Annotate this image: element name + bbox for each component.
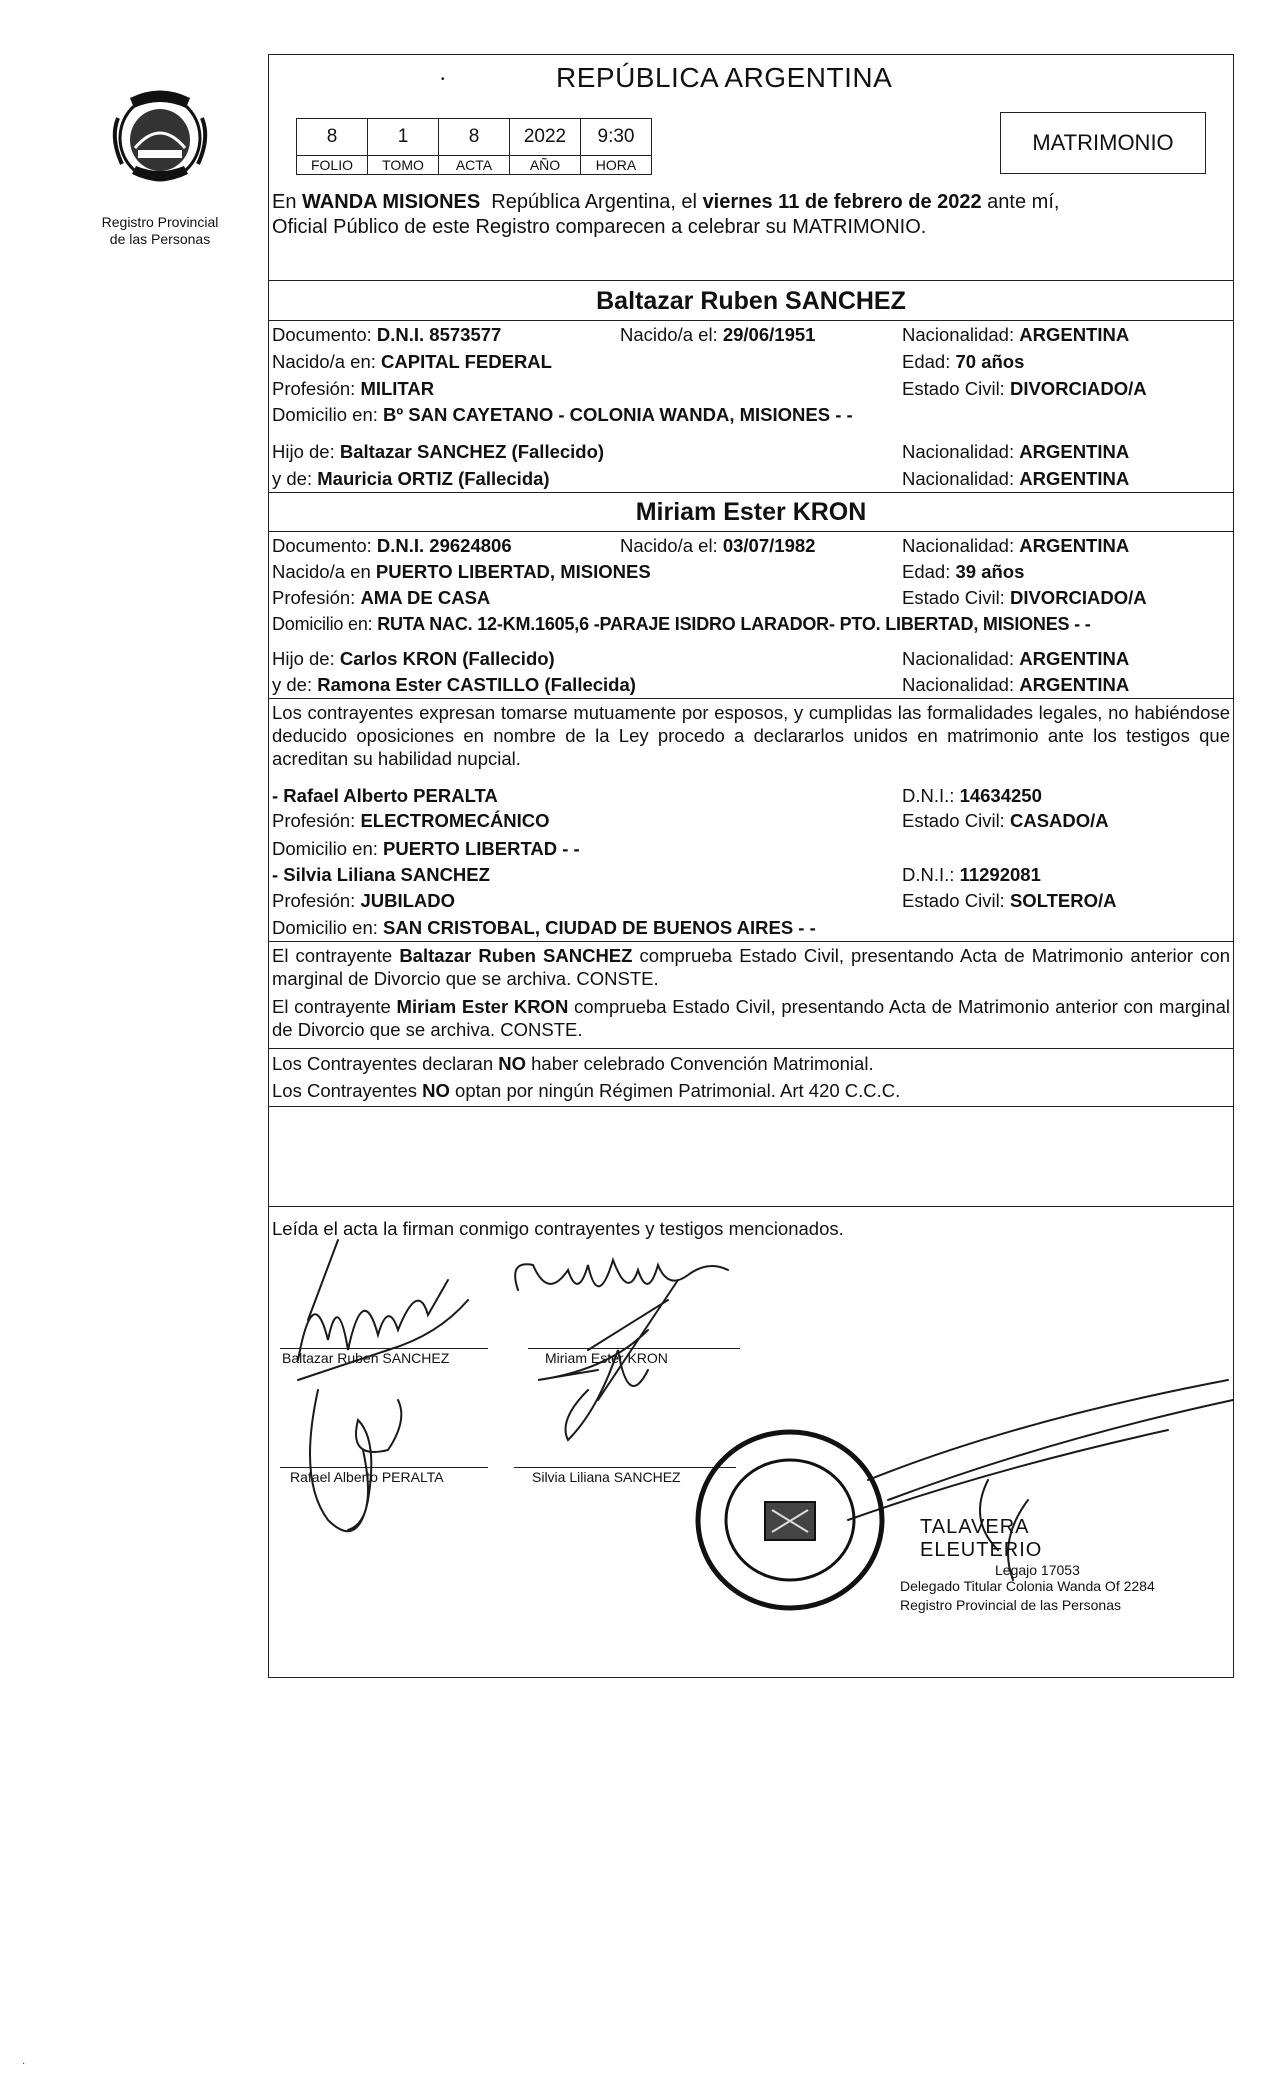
scan-mark: ·: [22, 2058, 26, 2069]
doc-value: D.N.I. 29624806: [376, 535, 512, 556]
note-text: optan por ningún Régimen Patrimonial. Art 420 C.C.C.: [449, 1080, 901, 1101]
addr-label: Domicilio en:: [272, 838, 384, 859]
spouse2-address: [272, 613, 1091, 635]
prof-label: Profesión:: [272, 810, 361, 831]
provincial-seal-icon: [100, 78, 220, 188]
spouse2-birthdate: [620, 535, 815, 557]
age-value: 39 años: [955, 561, 1025, 582]
signature-rafael: [310, 1390, 401, 1531]
civil-label: Estado Civil:: [902, 378, 1010, 399]
nat-value: ARGENTINA: [1019, 674, 1130, 695]
record-fields-table: [296, 118, 652, 175]
divider: [268, 941, 1234, 942]
official-office: Registro Provincial de las Personas: [900, 1597, 1121, 1613]
hora-value: 9:30: [581, 119, 652, 156]
nat-label: Nacionalidad:: [902, 674, 1020, 695]
civil-label: Estado Civil:: [902, 587, 1010, 608]
age-label: Edad:: [902, 561, 956, 582]
note-name: Miriam Ester KRON: [396, 996, 569, 1017]
spouse2-nationality: [902, 535, 1129, 557]
note-3: [272, 1052, 1230, 1075]
addr-value: RUTA NAC. 12-KM.1605,6 -PARAJE ISIDRO LARADOR- PTO. LIBERTAD, MISIONES - -: [377, 614, 1091, 634]
witness2-civil-status: [902, 890, 1117, 912]
note-1: [272, 944, 1230, 990]
intro-paragraph: [272, 190, 1230, 240]
nat-label: Nacionalidad:: [902, 441, 1020, 462]
witness1-dni: [902, 785, 1042, 807]
note-text: El contrayente: [272, 996, 397, 1017]
birthplace-value: PUERTO LIBERTAD, MISIONES: [375, 561, 651, 582]
official-role: Delegado Titular Colonia Wanda Of 2284: [900, 1578, 1155, 1594]
birth-value: 03/07/1982: [722, 535, 816, 556]
age-label: Edad:: [902, 351, 956, 372]
mother-value: Ramona Ester CASTILLO (Fallecida): [317, 674, 636, 695]
note-no: NO: [422, 1080, 450, 1101]
spouse1-birthplace: [272, 351, 552, 373]
nat-value: ARGENTINA: [1019, 468, 1130, 489]
note-no: NO: [498, 1053, 526, 1074]
registry-stamp-icon: [690, 1420, 890, 1620]
intro-text-3: ante mí,: [981, 191, 1060, 213]
hora-label: HORA: [581, 156, 652, 175]
dni-label: D.N.I.:: [902, 785, 960, 806]
intro-text-2: República Argentina, el: [480, 191, 703, 213]
spouse1-civil-status: [902, 378, 1147, 400]
spouse1-birthdate: [620, 324, 815, 346]
tomo-label: TOMO: [368, 156, 439, 175]
dni-label: D.N.I.:: [902, 864, 960, 885]
divider: [268, 1206, 1234, 1207]
prof-value: AMA DE CASA: [360, 587, 491, 608]
spouse2-father-nationality: [902, 648, 1129, 670]
witness2-profession: [272, 890, 455, 912]
prof-value: JUBILADO: [360, 890, 455, 911]
spouse1-name: Baltazar Ruben SANCHEZ: [596, 287, 906, 315]
spouse1-mother-nationality: [902, 468, 1129, 490]
note-text: comprueba Estado Civil, presentando Acta de Matrimonio anterior con marginal de Divorcio que se archiva. CONSTE.: [272, 945, 1230, 989]
addr-label: Domicilio en:: [272, 917, 384, 938]
addr-label: Domicilio en:: [272, 404, 384, 425]
birthplace-label: Nacido/a en:: [272, 351, 382, 372]
signature-label-3: Rafael Alberto PERALTA: [290, 1469, 444, 1485]
spouse1-profession: [272, 378, 434, 400]
civil-label: Estado Civil:: [902, 890, 1010, 911]
spouse2-document: [272, 535, 512, 557]
official-name: TALAVERA ELEUTERIO: [920, 1516, 1043, 1561]
birthplace-value: CAPITAL FEDERAL: [381, 351, 552, 372]
prof-value: ELECTROMECÁNICO: [360, 810, 550, 831]
anio-value: 2022: [510, 119, 581, 156]
divider: [268, 1106, 1234, 1107]
mother-label: y de:: [272, 468, 318, 489]
father-label: Hijo de:: [272, 648, 340, 669]
spouse2-age: [902, 561, 1024, 583]
nat-label: Nacionalidad:: [902, 535, 1020, 556]
spouse1-father-nationality: [902, 441, 1129, 463]
spouse1-mother: [272, 468, 550, 490]
spouse2-mother-nationality: [902, 674, 1129, 696]
note-name: Baltazar Ruben SANCHEZ: [399, 945, 633, 966]
nat-label: Nacionalidad:: [902, 324, 1020, 345]
father-value: Baltazar SANCHEZ (Fallecido): [339, 441, 605, 462]
dni-value: 11292081: [959, 864, 1041, 885]
doc-label: Documento:: [272, 324, 377, 345]
page-title: REPÚBLICA ARGENTINA: [556, 62, 893, 93]
prof-label: Profesión:: [272, 378, 361, 399]
nat-label: Nacionalidad:: [902, 468, 1020, 489]
folio-value: 8: [297, 119, 368, 156]
divider: [268, 280, 1234, 281]
note-text: haber celebrado Convención Matrimonial.: [526, 1053, 874, 1074]
official-legajo: Legajo 17053: [995, 1562, 1080, 1578]
signature-baltazar: [298, 1240, 448, 1360]
addr-value: SAN CRISTOBAL, CIUDAD DE BUENOS AIRES - -: [383, 917, 816, 938]
doc-label: Documento:: [272, 535, 377, 556]
spouse1-nationality: [902, 324, 1129, 346]
addr-value: Bº SAN CAYETANO - COLONIA WANDA, MISIONES - -: [383, 404, 853, 425]
witness1-civil-status: [902, 810, 1109, 832]
civil-value: DIVORCIADO/A: [1009, 378, 1147, 399]
registry-logo: [100, 78, 220, 188]
father-value: Carlos KRON (Fallecido): [339, 648, 555, 669]
spouse2-civil-status: [902, 587, 1147, 609]
addr-label: Domicilio en:: [272, 614, 378, 634]
age-value: 70 años: [955, 351, 1025, 372]
birth-value: 29/06/1951: [722, 324, 816, 345]
prof-value: MILITAR: [360, 378, 435, 399]
divider: [268, 1048, 1234, 1049]
birth-label: Nacido/a el:: [620, 324, 723, 345]
tomo-value: 1: [368, 119, 439, 156]
witness2-dni: [902, 864, 1041, 886]
folio-label: FOLIO: [297, 156, 368, 175]
civil-value: CASADO/A: [1009, 810, 1109, 831]
note-text: comprueba Estado Civil, presentando Acta de Matrimonio anterior con marginal de Divorcio que se archiva. CONSTE.: [272, 996, 1230, 1040]
signature-label-2: Miriam Ester KRON: [545, 1350, 668, 1366]
intro-line1: [272, 190, 1230, 215]
spouse1-address: [272, 404, 853, 426]
small-mark: •: [441, 74, 445, 85]
logo-caption-line1: Registro Provincial: [101, 214, 219, 230]
divider: [268, 531, 1234, 532]
mother-value: Mauricia ORTIZ (Fallecida): [317, 468, 550, 489]
note-text: El contrayente: [272, 945, 400, 966]
civil-label: Estado Civil:: [902, 810, 1010, 831]
spouse2-father: [272, 648, 555, 670]
intro-place: WANDA MISIONES: [302, 191, 481, 213]
spouse2-birthplace: [272, 561, 651, 583]
note-2: [272, 995, 1230, 1041]
note-text: Los Contrayentes declaran: [272, 1053, 499, 1074]
nat-value: ARGENTINA: [1019, 535, 1130, 556]
intro-line2: Oficial Público de este Registro comparecen a celebrar su MATRIMONIO.: [272, 216, 927, 238]
signature-official: [848, 1380, 1233, 1520]
nat-label: Nacionalidad:: [902, 648, 1020, 669]
acta-label: ACTA: [439, 156, 510, 175]
divider: [268, 698, 1234, 699]
spouse1-father: [272, 441, 604, 463]
intro-date: viernes 11 de febrero de 2022: [702, 191, 982, 213]
anio-label: AÑO: [510, 156, 581, 175]
logo-caption: [70, 214, 250, 248]
nat-value: ARGENTINA: [1019, 648, 1130, 669]
birthplace-label: Nacido/a en: [272, 561, 376, 582]
signature-label-4: Silvia Liliana SANCHEZ: [532, 1469, 681, 1485]
acta-value: 8: [439, 119, 510, 156]
prof-label: Profesión:: [272, 587, 361, 608]
dni-value: 14634250: [959, 785, 1042, 806]
spouse2-profession: [272, 587, 490, 609]
witness1-address: [272, 838, 580, 860]
witness-name: - Silvia Liliana SANCHEZ: [272, 864, 490, 885]
spouse1-document: [272, 324, 501, 346]
civil-value: DIVORCIADO/A: [1009, 587, 1147, 608]
spouse2-mother: [272, 674, 636, 696]
prof-label: Profesión:: [272, 890, 361, 911]
signature-miriam: [515, 1260, 728, 1290]
nat-value: ARGENTINA: [1019, 441, 1130, 462]
addr-value: PUERTO LIBERTAD - -: [383, 838, 580, 859]
note-text: Los Contrayentes: [272, 1080, 423, 1101]
closing-text: Leída el acta la firman conmigo contrayentes y testigos mencionados.: [272, 1218, 844, 1239]
doc-value: D.N.I. 8573577: [376, 324, 502, 345]
witness2-address: [272, 917, 816, 939]
intro-text-1: En: [272, 191, 303, 213]
birth-label: Nacido/a el:: [620, 535, 723, 556]
witness1-profession: [272, 810, 550, 832]
spouse2-name: Miriam Ester KRON: [635, 498, 867, 526]
witness1-name: [272, 785, 498, 807]
signature-label-1: Baltazar Ruben SANCHEZ: [282, 1350, 450, 1366]
signature-silvia: [566, 1350, 649, 1440]
logo-caption-line2: de las Personas: [109, 231, 211, 247]
divider: [268, 320, 1234, 321]
witness2-name: [272, 864, 490, 886]
witness-name: - Rafael Alberto PERALTA: [272, 785, 498, 806]
official-block: [900, 1516, 1155, 1613]
record-type-box: [1000, 112, 1206, 174]
declaration-paragraph: Los contrayentes expresan tomarse mutuamente por esposos, y cumplidas las formalidades legales, no habiéndose deducido oposiciones en nombre de la Ley procedo a declararlos unidos en matrimonio ante los testigos que acreditan su habilidad nupcial.: [272, 702, 1230, 769]
record-type: MATRIMONIO: [1032, 130, 1174, 155]
father-label: Hijo de:: [272, 441, 340, 462]
mother-label: y de:: [272, 674, 318, 695]
divider: [268, 492, 1234, 493]
spouse1-age: [902, 351, 1024, 373]
civil-value: SOLTERO/A: [1009, 890, 1117, 911]
nat-value: ARGENTINA: [1019, 324, 1130, 345]
note-4: [272, 1079, 1230, 1102]
